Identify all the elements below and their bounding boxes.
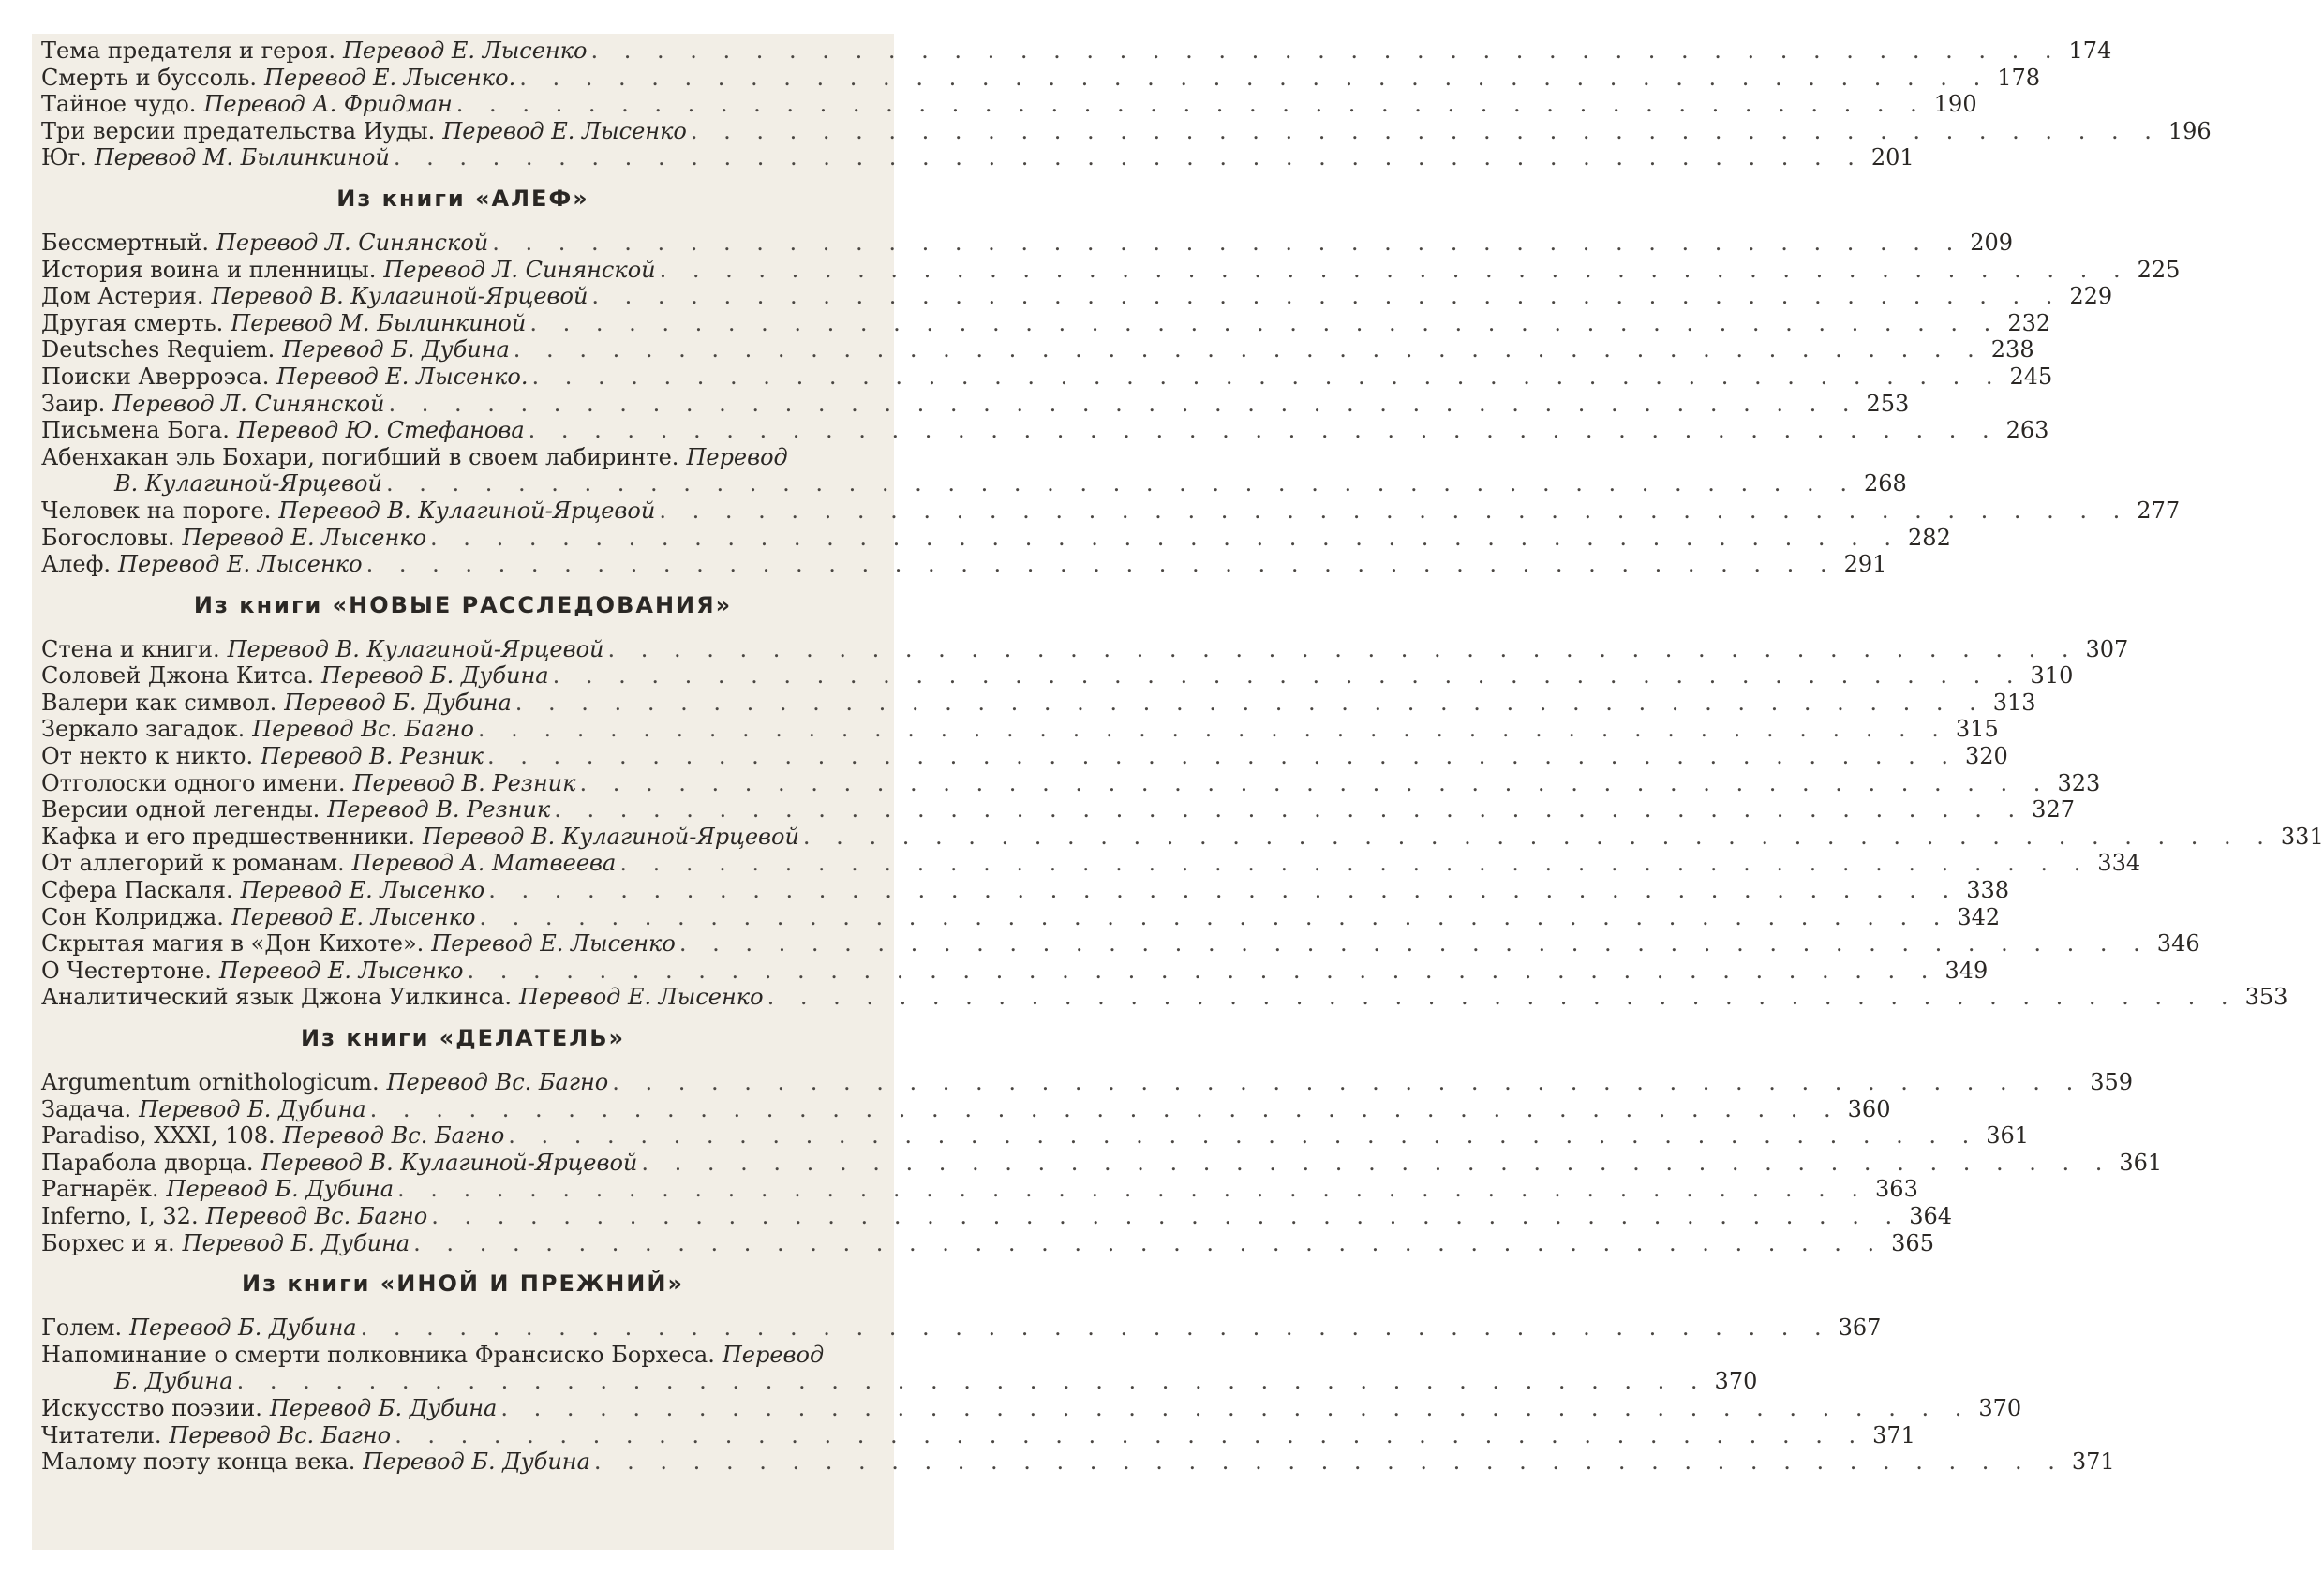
- toc-entry: [32, 957, 1989, 985]
- entry-title: Бессмертный.: [41, 229, 209, 256]
- toc-entry: [32, 283, 2113, 310]
- entry-translator: Перевод В. Резник: [327, 796, 551, 824]
- entry-translator: Перевод Вс. Багно: [386, 1069, 609, 1095]
- entry-title: Отголоски одного имени.: [41, 769, 346, 796]
- entry-title: Поиски Аверроэса.: [41, 363, 270, 390]
- entry-translator: Перевод В. Кулагиной-Ярцевой: [227, 635, 604, 662]
- entry-translator: Перевод Б. Дубина: [269, 1394, 498, 1421]
- entry-title: Человек на пороге.: [41, 497, 272, 524]
- entry-translator: Перевод Л. Синянской: [112, 390, 385, 417]
- entry-translator: Б. Дубина: [114, 1368, 233, 1395]
- toc-entry: [32, 363, 2053, 391]
- entry-translator: Перевод Б. Дубина: [284, 689, 512, 716]
- dot-leader: . . . . . . . . . . . . . . . . . . . . . . . . . . . . . . . . . . . . . . . . . . . . .: [678, 930, 2150, 958]
- page-number: 323: [2057, 769, 2101, 796]
- page-number: 327: [2032, 796, 2075, 824]
- entry-translator: Перевод В. Кулагиной-Ярцевой: [261, 1149, 638, 1176]
- entry-title: Голем.: [41, 1314, 123, 1342]
- page-number: 238: [1990, 336, 2034, 364]
- entry-translator: Перевод Л. Синянской: [383, 256, 656, 283]
- dot-leader: . . . . . . . . . . . . . . . . . . . . . . . . . . . . . . . . . . . . . . . . . . . . .: [492, 229, 1963, 256]
- toc-entry: [32, 1122, 2030, 1150]
- page-number: 201: [1870, 144, 1914, 171]
- dot-leader: . . . . . . . . . . . . . . . . . . . . . . . . . . . . . . . . . . . . . . . . . . . . .: [514, 689, 1986, 716]
- page-number: 245: [2009, 363, 2053, 390]
- entry-translator: Перевод Е. Лысенко.: [276, 363, 529, 390]
- entry-translator: Перевод М. Былинкиной: [231, 309, 527, 336]
- entry-title: Рагнарёк.: [41, 1176, 159, 1203]
- page-number: 349: [1944, 957, 1989, 984]
- toc-entry: [32, 1421, 1915, 1449]
- entry-title: Задача.: [41, 1095, 132, 1122]
- entry-title: Малому поэту конца века.: [41, 1448, 356, 1476]
- page-number: 365: [1891, 1229, 1934, 1256]
- toc-entry: [32, 524, 1951, 552]
- dot-leader: . . . . . . . . . . . . . . . . . . . . . . . . . . . . . . . . . . . . . . . . . . . . .: [431, 1202, 1902, 1229]
- page-number: 263: [2005, 417, 2049, 444]
- page-number: 370: [1978, 1394, 2022, 1421]
- toc-entry: [32, 64, 2041, 92]
- dot-leader: . . . . . . . . . . . . . . . . . . . . . . . . . . . . . . . . . . . . . . . . . . . . .: [508, 1122, 1979, 1150]
- toc-entry: [32, 635, 2129, 663]
- entry-title: Искусство поэзии.: [41, 1394, 262, 1421]
- dot-leader: . . . . . . . . . . . . . . . . . . . . . . . . . . . . . . . . . . . . . . . . . . . . .: [554, 796, 2025, 824]
- page-number: 320: [1965, 743, 2008, 770]
- page-number: 364: [1909, 1202, 1952, 1229]
- entry-title: Напоминание о смерти полковника Франсиско Борхеса.: [41, 1341, 715, 1368]
- dot-leader: . . . . . . . . . . . . . . . . . . . . . . . . . . . . . . . . . . . . . . . . . . . . .: [413, 1229, 1885, 1256]
- section-heading: Из книги «АЛЕФ»: [336, 185, 589, 212]
- entry-translator: Перевод Б. Дубина: [363, 1448, 590, 1476]
- contents-page: [32, 34, 2324, 1550]
- entry-translator: Перевод Вс. Багно: [282, 1122, 505, 1150]
- entry-translator: Перевод Е. Лысенко: [442, 117, 687, 144]
- page-number: 315: [1955, 716, 1999, 743]
- entry-title: Заир.: [41, 390, 106, 417]
- entry-translator: Перевод А. Фридман: [203, 91, 453, 118]
- toc-entry: [32, 716, 1999, 743]
- toc-entry: [32, 1342, 894, 1369]
- toc-entry: [32, 662, 2074, 690]
- entry-translator: Перевод Вс. Багно: [252, 716, 474, 743]
- dot-leader: . . . . . . . . . . . . . . . . . . . . . . . . . . . . . . . . . . . . . . . . . . . . .: [397, 1176, 1869, 1203]
- entry-title: Тайное чудо.: [41, 91, 197, 118]
- entry-title: Deutsches Requiem.: [41, 336, 276, 364]
- entry-translator: Перевод Е. Лысенко: [118, 551, 363, 578]
- dot-leader: . . . . . . . . . . . . . . . . . . . . . . . . . . . . . . . . . . . . . . . . . . . . .: [365, 551, 1837, 578]
- page-number: 331: [2280, 823, 2324, 850]
- entry-translator: Перевод Б. Дубина: [139, 1095, 366, 1122]
- entry-translator: Перевод А. Матвеева: [351, 850, 617, 877]
- dot-leader: . . . . . . . . . . . . . . . . . . . . . . . . . . . . . . . . . . . . . . . . . . . . .: [455, 91, 1927, 118]
- page-number: 178: [1997, 64, 2041, 91]
- page-number: 371: [1872, 1421, 1915, 1448]
- entry-translator: Перевод Е. Лысенко: [231, 903, 476, 930]
- toc-entry: [32, 823, 2324, 851]
- dot-leader: . . . . . . . . . . . . . . . . . . . . . . . . . . . . . . . . . . . . . . . . . . . . .: [360, 1314, 1831, 1342]
- dot-leader: . . . . . . . . . . . . . . . . . . . . . . . . . . . . . . . . . . . . . . . . . . . . .: [590, 37, 2062, 64]
- entry-translator: Перевод В. Резник: [261, 743, 484, 770]
- page-number: 338: [1966, 877, 2009, 904]
- dot-leader: . . . . . . . . . . . . . . . . . . . . . . . . . . . . . . . . . . . . . . . . . . . . .: [612, 1069, 2083, 1095]
- entry-title: Письмена Бога.: [41, 417, 230, 444]
- dot-leader: . . . . . . . . . . . . . . . . . . . . . . . . . . . . . . . . . . . . . . . . . . . . .: [519, 64, 1990, 91]
- toc-entry: [32, 117, 2212, 145]
- toc-entry: [32, 551, 1887, 578]
- toc-entry: [32, 930, 2200, 958]
- toc-entry: [32, 1095, 1891, 1123]
- dot-leader: . . . . . . . . . . . . . . . . . . . . . . . . . . . . . . . . . . . . . . . . . . . . .: [607, 635, 2078, 662]
- toc-entry: [32, 877, 2009, 904]
- page-number: 253: [1866, 390, 1910, 417]
- entry-title: Argumentum ornithologicum.: [41, 1069, 380, 1095]
- dot-leader: . . . . . . . . . . . . . . . . . . . . . . . . . . . . . . . . . . . . . . . . . . . . .: [500, 1394, 1972, 1421]
- entry-translator: Перевод Вс. Багно: [169, 1421, 392, 1448]
- entry-title: Кафка и его предшественники.: [41, 823, 415, 850]
- toc-entry: [32, 144, 1914, 171]
- page-number: 232: [2007, 309, 2051, 336]
- entry-title: Скрытая магия в «Дон Кихоте».: [41, 930, 425, 958]
- entry-title: Стена и книги.: [41, 635, 220, 662]
- entry-translator: Перевод В. Резник: [352, 769, 576, 796]
- dot-leader: . . . . . . . . . . . . . . . . . . . . . . . . . . . . . . . . . . . . . . . . . . . . .: [531, 363, 2003, 390]
- toc-entry: [32, 309, 2051, 337]
- toc-entry: [32, 37, 2112, 65]
- entry-translator: В. Кулагиной-Ярцевой: [114, 470, 382, 497]
- entry-title: История воина и пленницы.: [41, 256, 377, 283]
- dot-leader: . . . . . . . . . . . . . . . . . . . . . . . . . . . . . . . . . . . . . . . . . . . . .: [552, 662, 2023, 690]
- entry-translator: Перевод: [722, 1341, 825, 1368]
- toc-entry: [32, 769, 2101, 797]
- entry-translator: Перевод Е. Лысенко: [342, 37, 588, 64]
- entry-title: Inferno, I, 32.: [41, 1202, 199, 1229]
- entry-translator: Перевод Е. Лысенко: [519, 984, 764, 1011]
- page-number: 310: [2030, 662, 2074, 690]
- entry-translator: Перевод Ю. Стефанова: [236, 417, 525, 444]
- entry-translator: Перевод Е. Лысенко: [218, 957, 464, 984]
- entry-translator: Перевод: [686, 443, 788, 470]
- entry-translator: Перевод Е. Лысенко.: [264, 64, 516, 91]
- dot-leader: . . . . . . . . . . . . . . . . . . . . . . . . . . . . . . . . . . . . . . . . . . . . .: [619, 850, 2091, 877]
- entry-translator: Перевод Б. Дубина: [166, 1176, 395, 1203]
- dot-leader: . . . . . . . . . . . . . . . . . . . . . . . . . . . . . . . . . . . . . . . . . . . . .: [395, 1421, 1866, 1448]
- entry-title: Читатели.: [41, 1421, 162, 1448]
- toc-entry: [32, 1202, 1952, 1230]
- page-number: 346: [2156, 930, 2200, 958]
- toc-entry: [32, 850, 2141, 877]
- toc-entry: [32, 1229, 1934, 1257]
- entry-title: Аналитический язык Джона Уилкинса.: [41, 984, 513, 1011]
- page-number: 342: [1957, 903, 2001, 930]
- dot-leader: . . . . . . . . . . . . . . . . . . . . . . . . . . . . . . . . . . . . . . . . . . . . .: [529, 309, 2001, 336]
- dot-leader: . . . . . . . . . . . . . . . . . . . . . . . . . . . . . . . . . . . . . . . . . . . . .: [767, 984, 2238, 1011]
- entry-translator: Перевод Вс. Багно: [205, 1202, 428, 1229]
- dot-leader: . . . . . . . . . . . . . . . . . . . . . . . . . . . . . . . . . . . . . . . . . . . . .: [659, 256, 2130, 283]
- entry-translator: Перевод Е. Лысенко: [240, 877, 485, 904]
- page-number: 359: [2090, 1069, 2134, 1095]
- entry-title: Абенхакан эль Бохари, погибший в своем лабиринте.: [41, 443, 679, 470]
- page-number: 334: [2097, 850, 2141, 877]
- dot-leader: . . . . . . . . . . . . . . . . . . . . . . . . . . . . . . . . . . . . . . . . . . . . .: [236, 1368, 1707, 1395]
- entry-title: Зеркало загадок.: [41, 716, 246, 743]
- toc-entry: [32, 1176, 1918, 1203]
- toc-entry: [32, 229, 2014, 257]
- toc-entry: [32, 336, 2034, 364]
- page-number: 268: [1863, 470, 1907, 497]
- dot-leader: . . . . . . . . . . . . . . . . . . . . . . . . . . . . . . . . . . . . . . . . . . . . .: [388, 390, 1859, 417]
- toc-entry: [32, 1314, 1882, 1342]
- toc-entry: [32, 903, 2001, 931]
- toc-entry: [32, 256, 2181, 284]
- entry-translator: Перевод Л. Синянской: [216, 229, 489, 256]
- page-number: 363: [1875, 1176, 1918, 1203]
- entry-translator: Перевод Е. Лысенко: [431, 930, 676, 958]
- page-number: 367: [1838, 1314, 1882, 1342]
- toc-entry: [32, 390, 1910, 418]
- entry-translator: Перевод Б. Дубина: [182, 1229, 410, 1256]
- entry-translator: Перевод Б. Дубина: [129, 1314, 357, 1342]
- dot-leader: . . . . . . . . . . . . . . . . . . . . . . . . . . . . . . . . . . . . . . . . . . . . .: [593, 1448, 2064, 1476]
- toc-entry: [32, 1394, 2022, 1422]
- entry-title: От некто к никто.: [41, 743, 254, 770]
- page-number: 196: [2168, 117, 2212, 144]
- page-number: 225: [2137, 256, 2181, 283]
- page-number: 282: [1908, 524, 1951, 551]
- page-number: 291: [1843, 551, 1887, 578]
- dot-leader: . . . . . . . . . . . . . . . . . . . . . . . . . . . . . . . . . . . . . . . . . . . . .: [479, 903, 1950, 930]
- toc-entry: [32, 1149, 2163, 1177]
- entry-title: Юг.: [41, 144, 87, 171]
- dot-leader: . . . . . . . . . . . . . . . . . . . . . . . . . . . . . . . . . . . . . . . . . . . . .: [528, 417, 1999, 444]
- entry-title: Тема предателя и героя.: [41, 37, 335, 64]
- toc-entry: [32, 796, 2075, 824]
- entry-title: Смерть и буссоль.: [41, 64, 258, 91]
- dot-leader: . . . . . . . . . . . . . . . . . . . . . . . . . . . . . . . . . . . . . . . . . . . . .: [591, 283, 2063, 310]
- dot-leader: . . . . . . . . . . . . . . . . . . . . . . . . . . . . . . . . . . . . . . . . . . . . .: [477, 716, 1948, 743]
- dot-leader: . . . . . . . . . . . . . . . . . . . . . . . . . . . . . . . . . . . . . . . . . . . . .: [467, 957, 1938, 984]
- dot-leader: . . . . . . . . . . . . . . . . . . . . . . . . . . . . . . . . . . . . . . . . . . . . .: [641, 1149, 2112, 1176]
- entry-title: О Честертоне.: [41, 957, 212, 984]
- entry-translator: Перевод Е. Лысенко: [182, 524, 427, 551]
- page-number: 190: [1933, 91, 1977, 118]
- entry-title: Парабола дворца.: [41, 1149, 254, 1176]
- entry-title: Алеф.: [41, 551, 112, 578]
- dot-leader: . . . . . . . . . . . . . . . . . . . . . . . . . . . . . . . . . . . . . . . . . . . . .: [659, 497, 2130, 524]
- dot-leader: . . . . . . . . . . . . . . . . . . . . . . . . . . . . . . . . . . . . . . . . . . . . .: [513, 336, 1984, 364]
- section-heading: Из книги «ДЕЛАТЕЛЬ»: [300, 1025, 626, 1051]
- page-number: 307: [2085, 635, 2129, 662]
- entry-title: Сфера Паскаля.: [41, 877, 233, 904]
- entry-title: Соловей Джона Китса.: [41, 662, 315, 690]
- page-number: 361: [1986, 1122, 2030, 1150]
- section-heading: Из книги «ИНОЙ И ПРЕЖНИЙ»: [242, 1270, 684, 1298]
- toc-entry: [32, 444, 894, 471]
- page-number: 371: [2071, 1448, 2115, 1476]
- dot-leader: . . . . . . . . . . . . . . . . . . . . . . . . . . . . . . . . . . . . . . . . . . . . .: [393, 144, 1864, 171]
- page-number: 313: [1992, 689, 2036, 716]
- toc-entry: [32, 91, 1977, 118]
- entry-translator: Перевод В. Кулагиной-Ярцевой: [278, 497, 656, 524]
- toc-entry-continuation: [32, 470, 1907, 497]
- entry-title: Валери как символ.: [41, 689, 277, 716]
- page-number: 360: [1847, 1095, 1891, 1122]
- dot-leader: . . . . . . . . . . . . . . . . . . . . . . . . . . . . . . . . . . . . . . . . . . . . .: [802, 823, 2273, 850]
- page-number: 209: [1970, 229, 2014, 256]
- page-number: 229: [2069, 283, 2113, 310]
- toc-entry: [32, 497, 2181, 525]
- entry-translator: Перевод М. Былинкиной: [94, 144, 390, 171]
- dot-leader: . . . . . . . . . . . . . . . . . . . . . . . . . . . . . . . . . . . . . . . . . . . . .: [430, 524, 1901, 551]
- toc-entry-continuation: [32, 1368, 1758, 1395]
- entry-title: Дом Астерия.: [41, 283, 204, 310]
- entry-title: От аллегорий к романам.: [41, 850, 345, 877]
- toc-entry: [32, 689, 2036, 717]
- entry-translator: Перевод Б. Дубина: [321, 662, 549, 690]
- page-number: 370: [1714, 1368, 1758, 1395]
- entry-title: Версии одной легенды.: [41, 796, 320, 824]
- toc-entry: [32, 1069, 2134, 1096]
- toc-entry: [32, 417, 2049, 444]
- dot-leader: . . . . . . . . . . . . . . . . . . . . . . . . . . . . . . . . . . . . . . . . . . . . .: [369, 1095, 1840, 1122]
- page-number: 361: [2119, 1149, 2163, 1176]
- page-number: 277: [2137, 497, 2181, 524]
- entry-translator: Перевод В. Кулагиной-Ярцевой: [211, 283, 588, 310]
- page-number: 353: [2244, 984, 2288, 1011]
- dot-leader: . . . . . . . . . . . . . . . . . . . . . . . . . . . . . . . . . . . . . . . . . . . . .: [385, 470, 1856, 497]
- dot-leader: . . . . . . . . . . . . . . . . . . . . . . . . . . . . . . . . . . . . . . . . . . . . .: [690, 117, 2161, 144]
- entry-translator: Перевод В. Кулагиной-Ярцевой: [423, 823, 799, 850]
- section-heading: Из книги «НОВЫЕ РАССЛЕДОВАНИЯ»: [193, 591, 733, 618]
- entry-title: Богословы.: [41, 524, 175, 551]
- toc-entry: [32, 743, 2008, 770]
- dot-leader: . . . . . . . . . . . . . . . . . . . . . . . . . . . . . . . . . . . . . . . . . . . . .: [488, 877, 1959, 904]
- toc-entry: [32, 984, 2288, 1011]
- entry-title: Другая смерть.: [41, 309, 224, 336]
- page-number: 174: [2068, 37, 2112, 64]
- entry-title: Сон Колриджа.: [41, 903, 224, 930]
- entry-translator: Перевод Б. Дубина: [282, 336, 510, 364]
- entry-title: Paradiso, XXXI, 108.: [41, 1122, 276, 1150]
- entry-title: Борхес и я.: [41, 1229, 175, 1256]
- toc-entry: [32, 1448, 2115, 1476]
- dot-leader: . . . . . . . . . . . . . . . . . . . . . . . . . . . . . . . . . . . . . . . . . . . . .: [579, 769, 2050, 796]
- dot-leader: . . . . . . . . . . . . . . . . . . . . . . . . . . . . . . . . . . . . . . . . . . . . .: [487, 743, 1958, 770]
- entry-title: Три версии предательства Иуды.: [41, 117, 436, 144]
